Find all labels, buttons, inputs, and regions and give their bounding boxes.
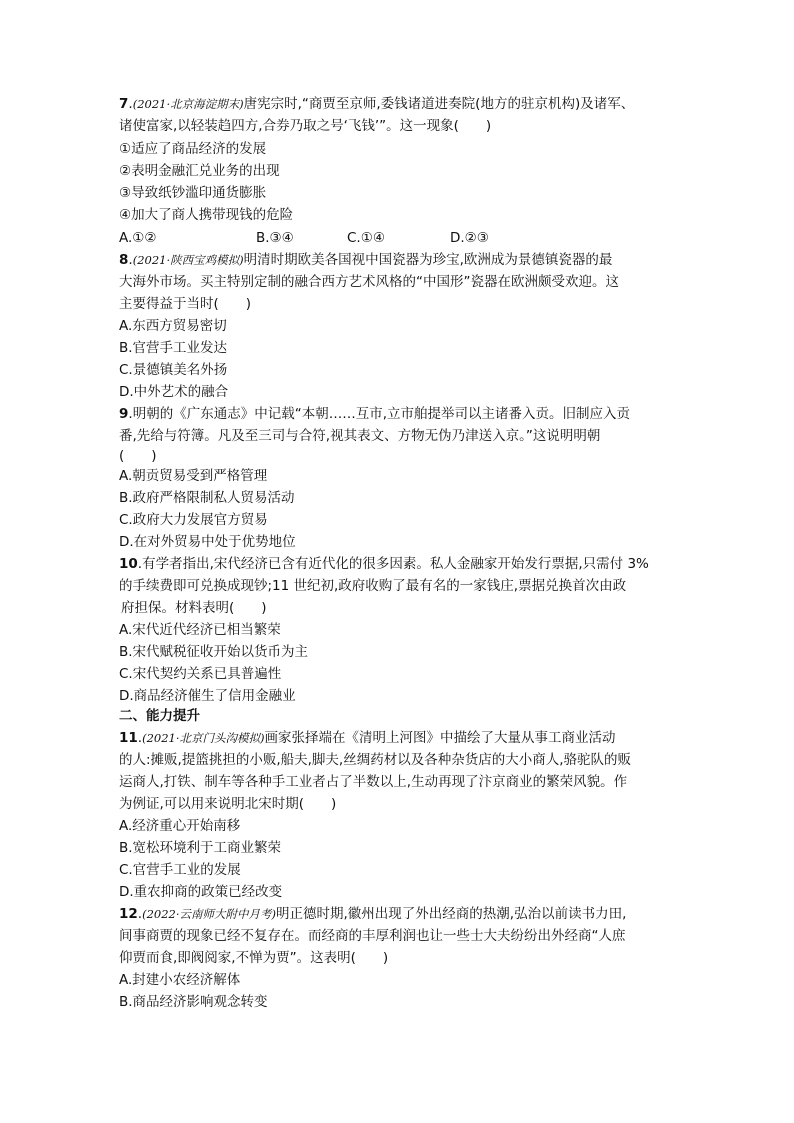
q11-source: (2021·北京门头沟模拟): [142, 731, 265, 745]
q8-stem-2: 大海外市场。买主特别定制的融合西方艺术风格的“中国形”瓷器在欧洲颇受欢迎。这: [119, 274, 619, 290]
q12-line-1: 12.(2022·云南师大附中月考)明正德时期,徽州出现了外出经商的热潮,弘治以前读书力田,: [119, 906, 627, 922]
q7-line-1: 7.(2021·北京海淀期末)唐宪宗时,“商贾至京师,委钱诸道进奏院(地方的驻京机构)及诸军、: [119, 96, 635, 112]
q7-option-b: B.③④: [256, 230, 294, 246]
q8-line-1: 8.(2021·陕西宝鸡模拟)明清时期欧美各国视中国瓷器为珍宝,欧洲成为景德镇瓷器的最: [119, 252, 613, 268]
q7-source: (2021·北京海淀期末): [132, 97, 244, 111]
q10-number: 10: [119, 556, 138, 572]
q10-line-1: 10.有学者指出,宋代经济已含有近代化的很多因素。私人金融家开始发行票据,只需付 3%: [119, 556, 649, 572]
q9-option-b: B.政府严格限制私人贸易活动: [119, 490, 295, 506]
q10-stem-2: 的手续费即可兑换成现钞;11 世纪初,政府收购了最有名的一家钱庄,票据兑换首次由政: [119, 578, 627, 594]
q7-number: 7: [119, 96, 129, 112]
q12-stem-2: 间事商贾的现象已经不复存在。而经商的丰厚利润也让一些士大夫纷纷出外经商“人庶: [119, 928, 626, 944]
q7-item-2: ②表明金融汇兑业务的出现: [119, 163, 280, 179]
q8-option-a: A.东西方贸易密切: [119, 318, 227, 334]
q7-item-1: ①适应了商品经济的发展: [119, 141, 267, 157]
q7-stem-2: 诸使富家,以轻装趋四方,合券乃取之号‘飞钱’”。这一现象( ): [119, 118, 492, 134]
q8-number: 8: [119, 252, 129, 268]
q11-option-b: B.宽松环境利于工商业繁荣: [119, 840, 282, 856]
q12-option-a: A.封建小农经济解体: [119, 972, 241, 988]
q11-stem-1: 画家张择端在《清明上河图》中描绘了大量从事工商业活动: [264, 730, 616, 746]
q9-stem-3: ( ): [119, 448, 157, 464]
q9-stem-2: 番,先给与符簿。凡及至三司与合符,视其表文、方物无伪乃津送入京。”这说明明朝: [119, 428, 601, 444]
q10-stem-3: 府担保。材料表明( ): [121, 600, 267, 616]
q9-stem-1: 明朝的《广东通志》中记载“本朝……互市,立市舶提举司以主诸番入贡。旧制应入贡: [132, 406, 630, 422]
q8-stem-1: 明清时期欧美各国视中国瓷器为珍宝,欧洲成为景德镇瓷器的最: [243, 252, 613, 268]
q12-source: (2022·云南师大附中月考): [142, 907, 276, 921]
q12-stem-3: 仰贾而食,即阀阅家,不惮为贾”。这表明( ): [119, 950, 389, 966]
q7-item-4: ④加大了商人携带现钱的危险: [119, 207, 294, 223]
q9-option-a: A.朝贡贸易受到严格管理: [119, 468, 268, 484]
q10-stem-1: 有学者指出,宋代经济已含有近代化的很多因素。私人金融家开始发行票据,只需付 3%: [142, 556, 649, 572]
q8-stem-3: 主要得益于当时( ): [119, 296, 252, 312]
q7-stem-1: 唐宪宗时,“商贾至京师,委钱诸道进奏院(地方的驻京机构)及诸军、: [243, 96, 635, 112]
q10-option-d: D.商品经济催生了信用金融业: [119, 688, 296, 704]
q7-item-3: ③导致纸钞滥印通货膨胀: [119, 185, 267, 201]
q8-source: (2021·陕西宝鸡模拟): [132, 253, 244, 267]
q7-option-a: A.①②: [119, 230, 157, 246]
q12-option-b: B.商品经济影响观念转变: [119, 994, 268, 1010]
q9-line-1: 9.明朝的《广东通志》中记载“本朝……互市,立市舶提举司以主诸番入贡。旧制应入贡: [119, 406, 630, 422]
q10-option-a: A.宋代近代经济已相当繁荣: [119, 622, 281, 638]
q11-line-1: 11.(2021·北京门头沟模拟)画家张择端在《清明上河图》中描绘了大量从事工商业活动: [119, 730, 616, 746]
q9-option-c: C.政府大力发展官方贸易: [119, 512, 268, 528]
q12-stem-1: 明正德时期,徽州出现了外出经商的热潮,弘治以前读书力田,: [276, 906, 627, 922]
q11-stem-3: 运商人,打铁、制车等各种手工业者占了半数以上,生动再现了汴京商业的繁荣风貌。作: [119, 774, 628, 790]
q8-option-c: C.景德镇美名外扬: [119, 362, 228, 378]
q11-number: 11: [119, 730, 138, 746]
q8-option-d: D.中外艺术的融合: [119, 384, 229, 400]
q12-number: 12: [119, 906, 138, 922]
q7-option-d: D.②③: [450, 230, 489, 246]
q9-number: 9: [119, 406, 129, 422]
q10-option-b: B.宋代赋税征收开始以货币为主: [119, 644, 309, 660]
q10-option-c: C.宋代契约关系已具普遍性: [119, 666, 282, 682]
section-heading: 二、能力提升: [119, 708, 200, 724]
q9-option-d: D.在对外贸易中处于优势地位: [119, 534, 296, 550]
q11-option-c: C.官营手工业的发展: [119, 862, 241, 878]
q11-stem-2: 的人:摊贩,提篮挑担的小贩,船夫,脚夫,丝绸药材以及各种杂货店的大小商人,骆驼队的贩: [119, 752, 632, 768]
q7-option-c: C.①④: [347, 230, 385, 246]
q7-options: [119, 228, 719, 248]
q11-stem-4: 为例证,可以用来说明北宋时期( ): [119, 796, 337, 812]
q8-option-b: B.官营手工业发达: [119, 340, 228, 356]
q11-option-d: D.重农抑商的政策已经改变: [119, 884, 283, 900]
q11-option-a: A.经济重心开始南移: [119, 818, 241, 834]
